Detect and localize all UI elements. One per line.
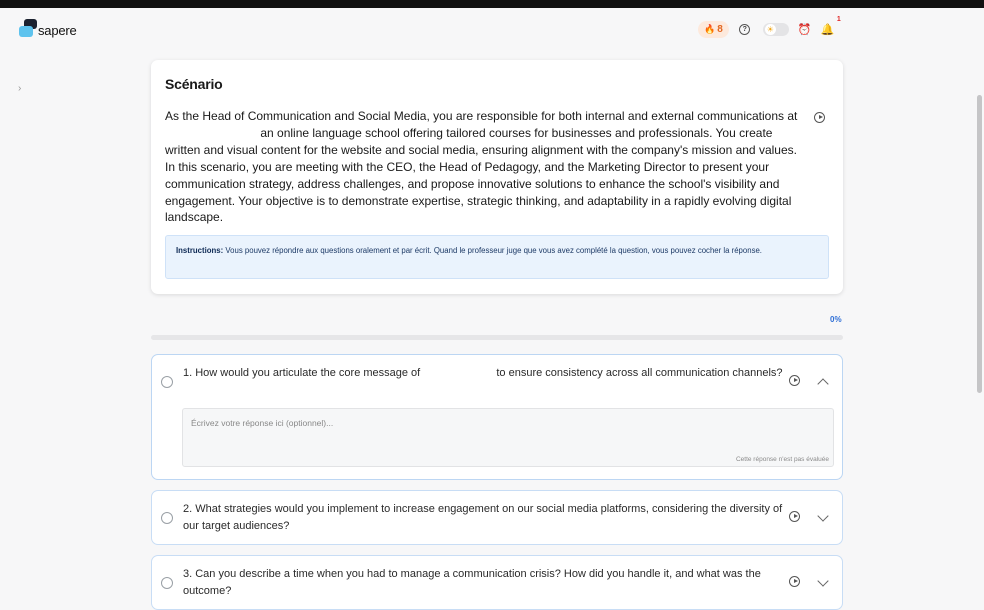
scenario-text <box>165 108 810 226</box>
notification-count: 1 <box>836 15 841 23</box>
alarm-button[interactable] <box>798 23 812 37</box>
logo[interactable] <box>19 19 77 37</box>
streak-badge[interactable] <box>698 21 729 38</box>
scenario-card <box>151 60 843 294</box>
sun-icon: ☀ <box>766 25 774 34</box>
header <box>0 8 984 56</box>
logo-text: sapere <box>38 23 77 38</box>
play-icon[interactable] <box>789 576 800 587</box>
question-1-checkbox[interactable] <box>161 376 173 388</box>
not-evaluated-note: Cette réponse n'est pas évaluée <box>735 456 829 463</box>
instructions-box <box>165 235 829 279</box>
help-button[interactable] <box>738 23 752 37</box>
instructions-text: Vous pouvez répondre aux questions oralement et par écrit. Quand le professeur juge que vous avez complété la question, vous pouvez cocher la réponse. <box>225 246 762 255</box>
chevron-right-icon: › <box>18 83 22 94</box>
chevron-up-icon[interactable] <box>817 378 828 389</box>
progress-bar <box>151 335 843 340</box>
play-icon[interactable] <box>789 511 800 522</box>
question-2-checkbox[interactable] <box>161 512 173 524</box>
question-card-1[interactable] <box>151 354 843 480</box>
scenario-title: Scénario <box>165 76 223 92</box>
chevron-down-icon[interactable] <box>817 575 828 586</box>
play-icon[interactable] <box>814 112 825 123</box>
progress-label: 0% <box>830 315 842 324</box>
theme-toggle[interactable] <box>763 23 789 36</box>
alarm-icon: ⏰ <box>797 24 812 36</box>
flame-icon: 🔥 <box>704 24 716 34</box>
help-icon: ? <box>739 24 750 35</box>
header-actions <box>698 15 841 38</box>
sidebar-expand-button[interactable] <box>18 83 21 94</box>
scenario-text-start: As the Head of Communication and Social Media, you are responsible for both internal and external communications at <box>165 109 798 123</box>
scrollbar[interactable] <box>977 95 982 393</box>
chevron-down-icon[interactable] <box>817 510 828 521</box>
streak-count: 8 <box>717 24 723 35</box>
question-1-text-end: to ensure consistency across all communication channels? <box>496 367 783 379</box>
notifications-button[interactable] <box>820 15 841 37</box>
question-1-text-start: 1. How would you articulate the core message of <box>183 367 421 379</box>
question-3-text: 3. Can you describe a time when you had to manage a communication crisis? How did you handle it, and what was the outcome? <box>183 568 761 597</box>
question-card-2[interactable] <box>151 490 843 545</box>
scenario-text-end: an online language school offering tailored courses for businesses and professionals. You create written and visual content for the website and social media, ensuring alignment with the company's mission and values. In this scenario, you are meeting with the CEO, the Head of Pedagogy, and the Marketing Director to present your communication strategy, address challenges, and propose innovative solutions to enhance the school's visibility and engagement. Your objective is to demonstrate expertise, strategic thinking, and adaptability in a rapidly evolving digital landscape. <box>165 125 797 225</box>
logo-icon <box>19 19 37 37</box>
question-2-text: 2. What strategies would you implement to increase engagement on our social media platforms, considering the diversity of our target audiences? <box>183 503 783 532</box>
instructions-label: Instructions: <box>176 246 224 255</box>
bell-icon: 🔔 <box>820 24 835 36</box>
play-icon[interactable] <box>789 375 800 386</box>
question-1-text <box>183 365 783 382</box>
question-card-3[interactable] <box>151 555 843 610</box>
question-3-checkbox[interactable] <box>161 577 173 589</box>
top-bar <box>0 0 984 8</box>
